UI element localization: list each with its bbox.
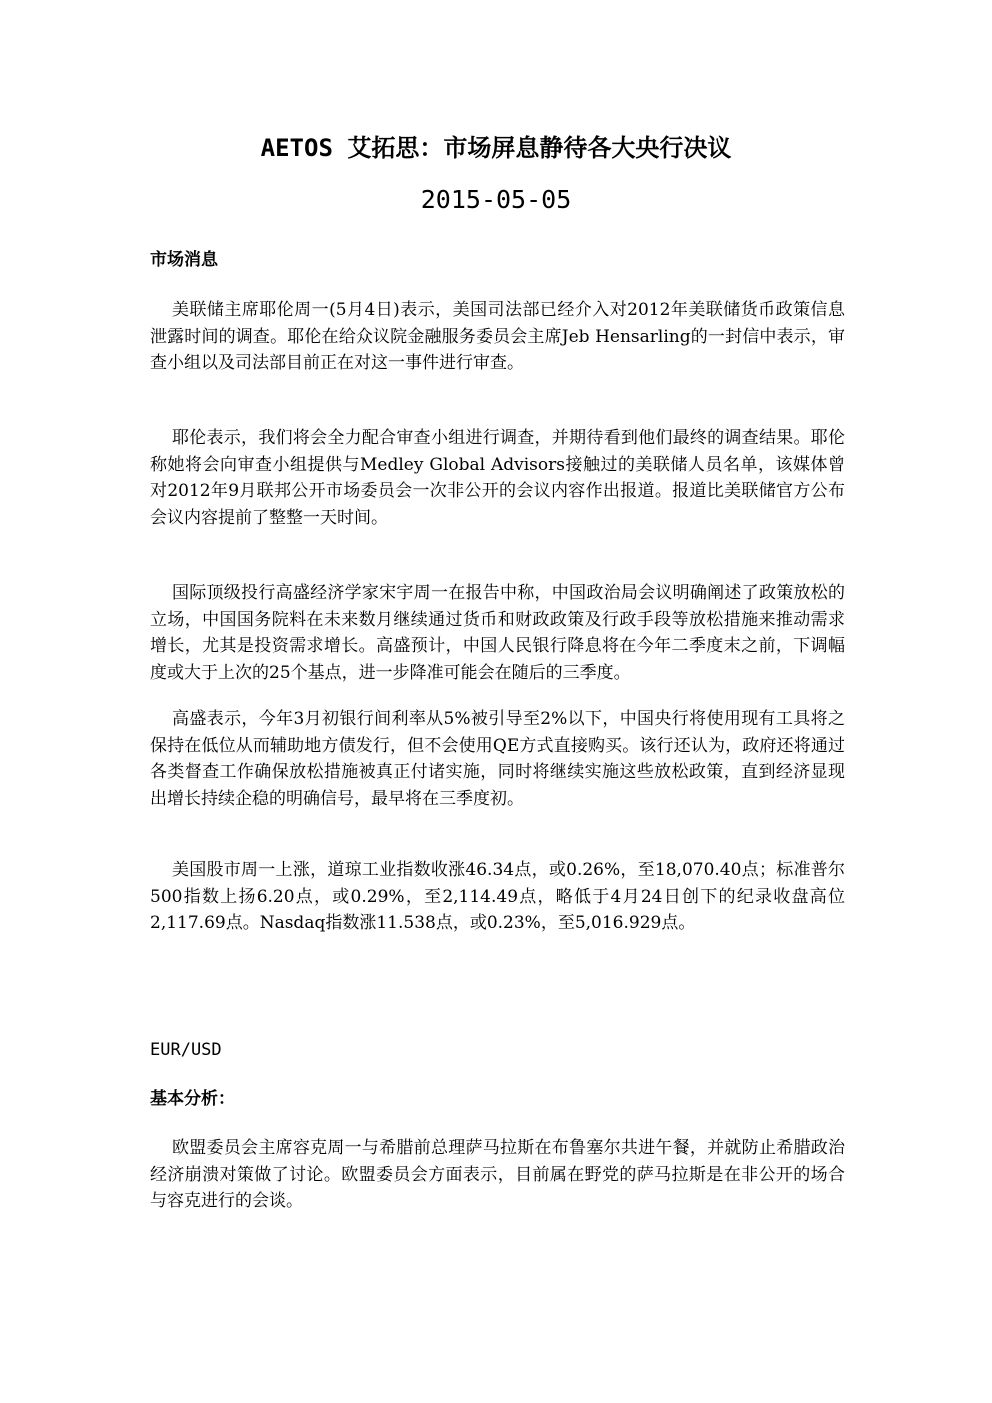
document-title: AETOS 艾拓思：市场屏息静待各大央行决议 — [260, 134, 732, 162]
paragraph: 国际顶级投行高盛经济学家宋宇周一在报告中称，中国政治局会议明确阐述了政策放松的立场，中国国务院料在未来数月继续通过货币和财政政策及行政手段等放松措施来推动需求增长，尤其是投资需求增长。高盛预计，中国人民银行降息将在今年二季度末之前，下调幅度或大于上次的25个基点，进一步降准可能会在随后的三季度。 — [150, 583, 845, 683]
paragraph: 欧盟委员会主席容克周一与希腊前总理萨马拉斯在布鲁塞尔共进午餐，并就防止希腊政治经济崩溃对策做了讨论。欧盟委员会方面表示，目前属在野党的萨马拉斯是在非公开的场合与容克进行的会谈。 — [150, 1138, 845, 1212]
paragraph: 高盛表示，今年3月初银行间利率从5%被引导至2%以下，中国央行将使用现有工具将之保持在低位从而辅助地方债发行，但不会使用QE方式直接购买。该行还认为，政府还将通过各类督查工作确保放松措施被真正付诸实施，同时将继续实施这些放松政策，直到经济显现出增长持续企稳的明确信号，最早将在三季度初。 — [150, 709, 845, 809]
paragraph: 美国股市周一上涨，道琼工业指数收涨46.34点，或0.26%，至18,070.40点；标准普尔500指数上扬6.20点，或0.29%，至2,114.49点，略低于4月24日创下的纪录收盘高位2,117.69点。Nasdaq指数涨11.538点，或0.23%，至5,016.929点。 — [150, 860, 845, 934]
section-heading-market-news: 市场消息 — [150, 250, 218, 270]
paragraph: 美联储主席耶伦周一(5月4日)表示，美国司法部已经介入对2012年美联储货币政策信息泄露时间的调查。耶伦在给众议院金融服务委员会主席Jeb Hensarling的一封信中表示，审查小组以及司法部目前正在对这一事件进行审查。 — [150, 300, 845, 374]
section-heading-fundamental-analysis: 基本分析： — [150, 1089, 235, 1109]
document-date: 2015-05-05 — [420, 185, 572, 214]
paragraph: 耶伦表示，我们将会全力配合审查小组进行调查，并期待看到他们最终的调查结果。耶伦称她将会向审查小组提供与Medley Global Advisors接触过的美联储人员名单，该媒体曾对2012年9月联邦公开市场委员会一次非公开的会议内容作出报道。报道比美联储官方公布会议内容提前了整整一天时间。 — [150, 428, 845, 528]
currency-pair-label: EUR/USD — [150, 1040, 222, 1060]
